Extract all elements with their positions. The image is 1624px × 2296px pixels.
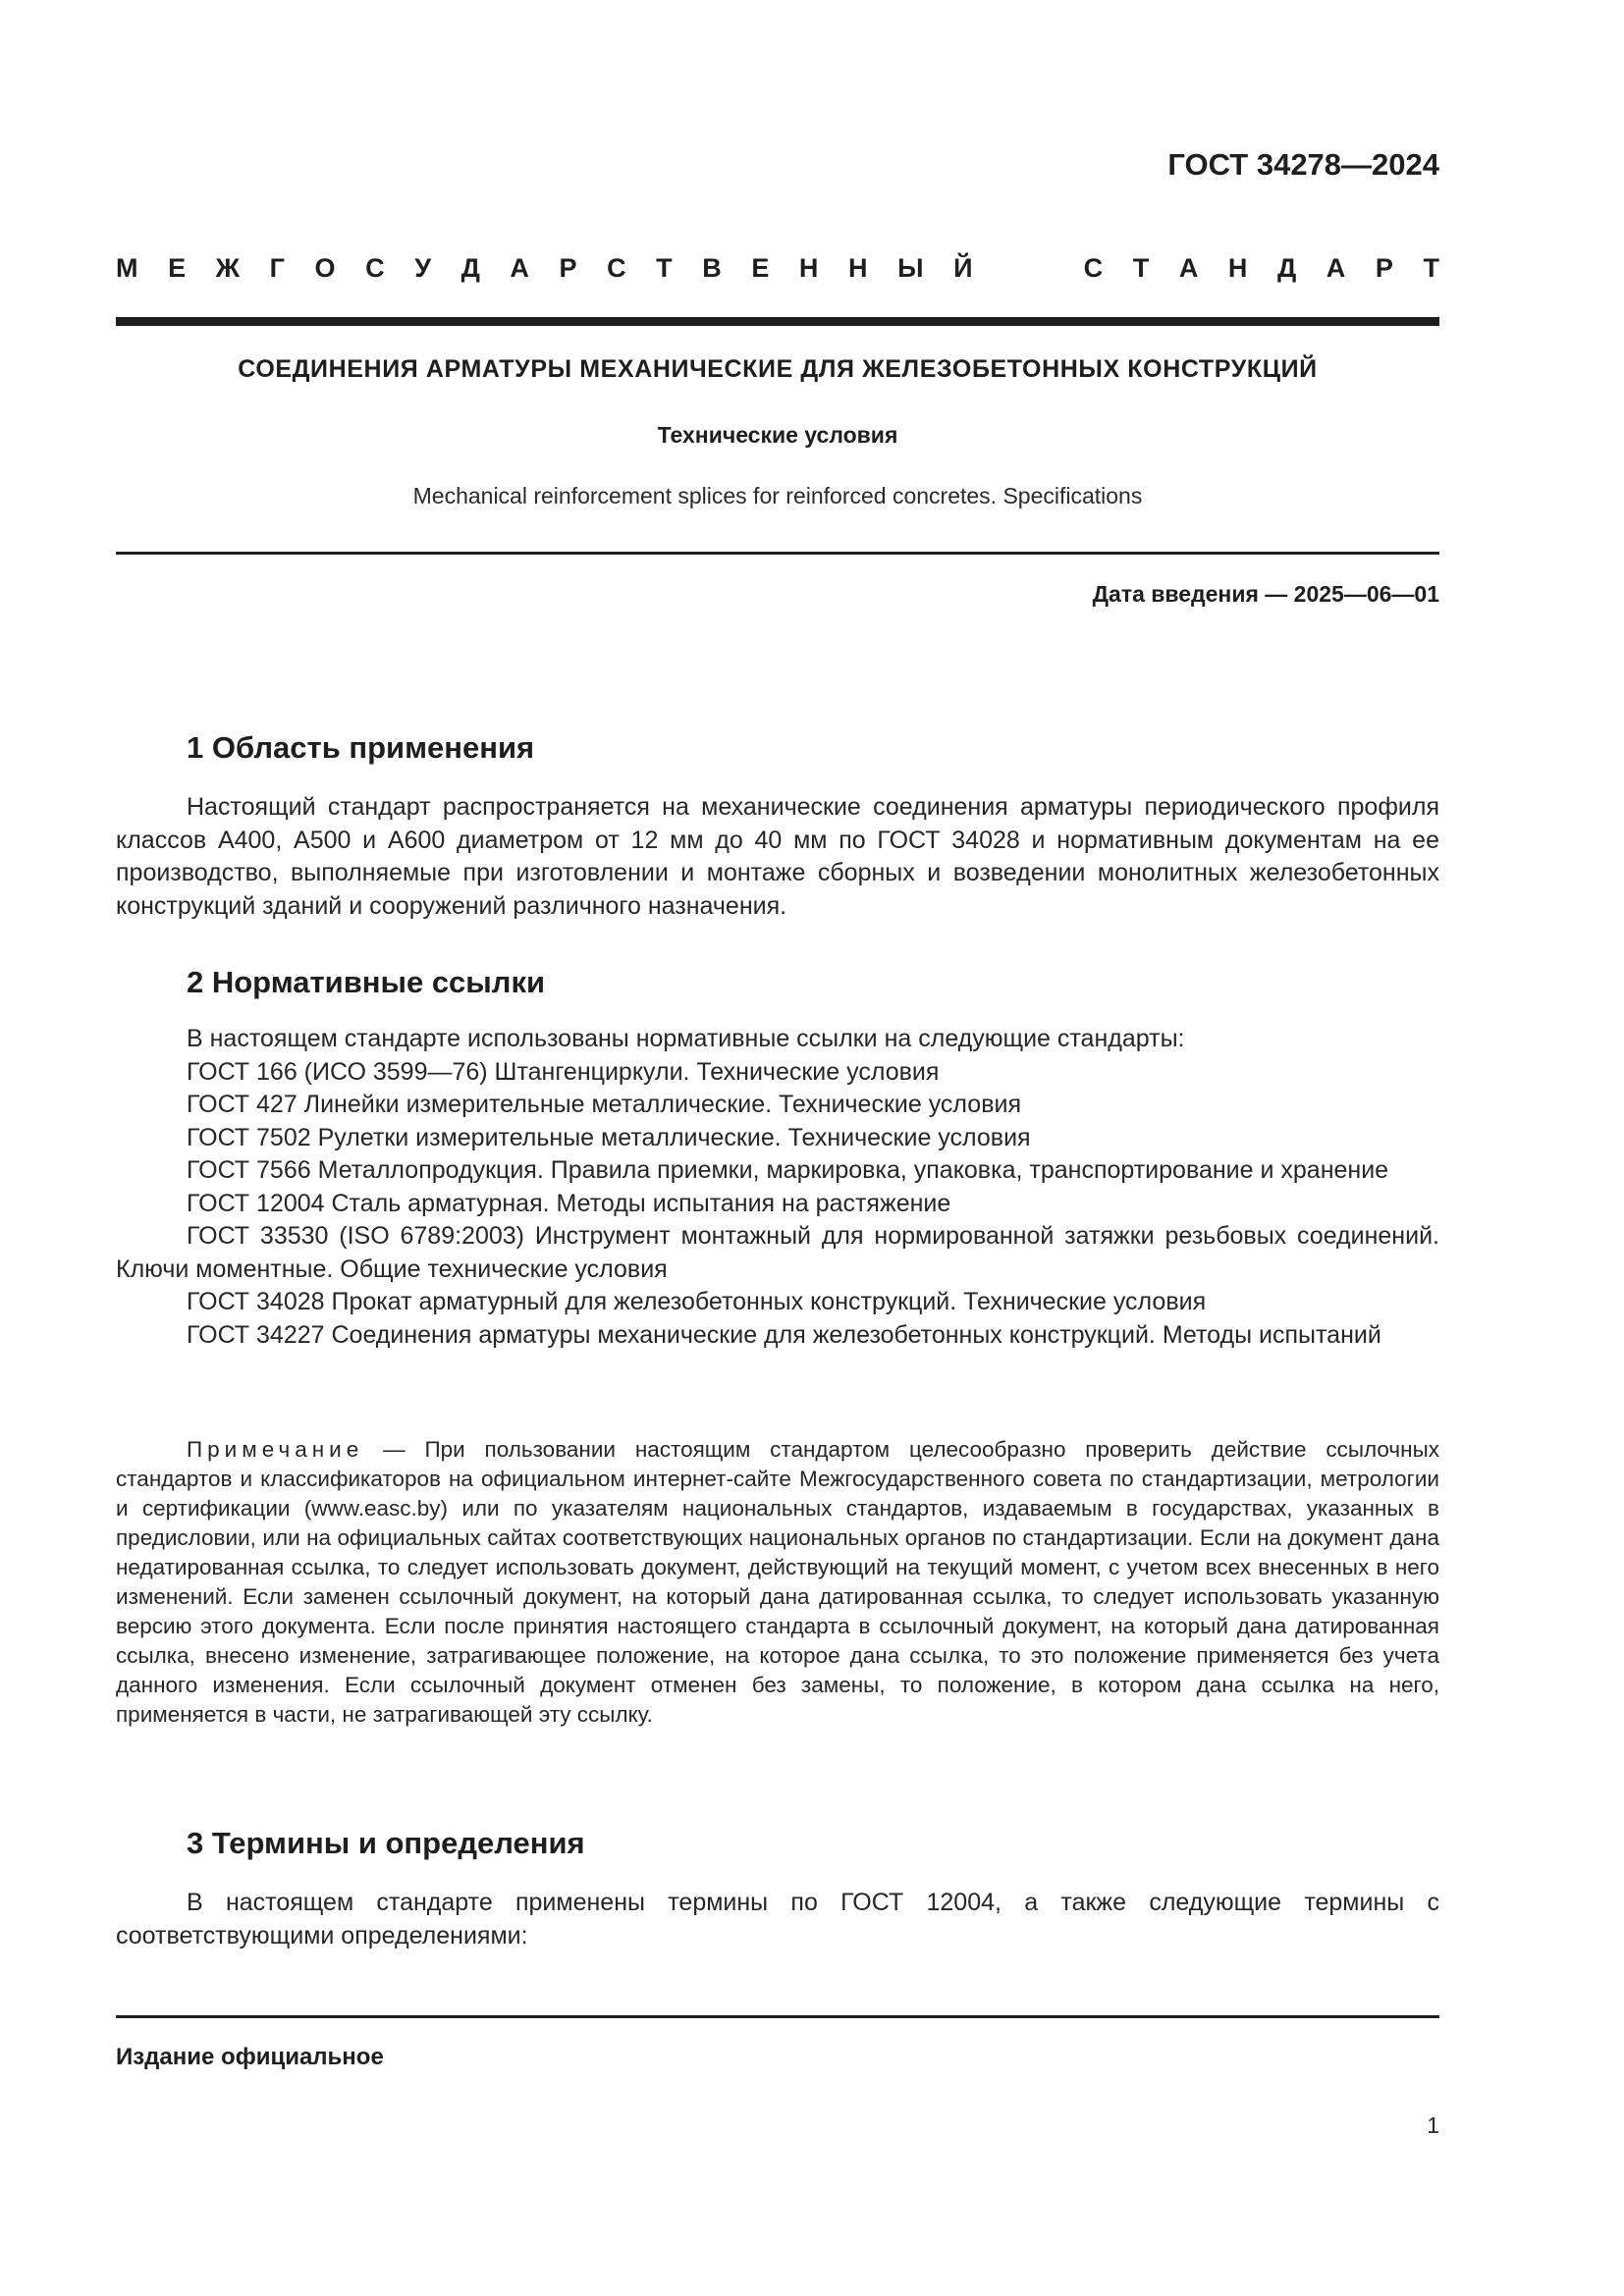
interstate-word-gap (1002, 253, 1054, 284)
terms-paragraph: В настоящем стандарте применены термины по ГОСТ 12004, а также следующие термины с соответствующими определениями: (116, 1889, 1439, 1949)
interstate-letter: Е (751, 253, 770, 283)
scope-paragraph: Настоящий стандарт распространяется на механические соединения арматуры периодического профиля классов А400, А500 и А600 диаметром от 12 мм до 40 мм по ГОСТ 34028 и нормативным документам на ее производство, выполняемые при изготовлении и монтаже сборных и возведении монолитных железобетонных конструкций зданий и сооружений различного назначения. (116, 793, 1439, 920)
edition-label: Издание официальное (116, 2044, 384, 2070)
interstate-letter: Ы (897, 253, 924, 283)
interstate-letter: В (702, 253, 722, 283)
header-thick-rule (116, 317, 1439, 326)
reference-item: ГОСТ 34028 Прокат арматурный для железобетонных конструкций. Технические условия (187, 1288, 1207, 1315)
interstate-letter: С (1083, 253, 1104, 283)
title-bottom-rule (116, 552, 1439, 555)
references-note (116, 1435, 1439, 1730)
standard-number: ГОСТ 34278—2024 (1167, 147, 1439, 182)
interstate-letter: Н (848, 253, 868, 283)
section-heading-terms: 3 Термины и определения (187, 1826, 585, 1860)
interstate-letter: Р (1375, 253, 1393, 283)
reference-item: ГОСТ 427 Линейки измерительные металлические. Технические условия (187, 1091, 1021, 1118)
interstate-letter: М (116, 253, 138, 283)
reference-item: ГОСТ 12004 Сталь арматурная. Методы испытания на растяжение (187, 1189, 951, 1217)
interstate-letter: У (414, 253, 432, 283)
interstate-standard-label (116, 253, 1439, 284)
section-heading-scope: 1 Область применения (187, 730, 535, 765)
interstate-letter: А (1326, 253, 1346, 283)
reference-item: ГОСТ 34227 Соединения арматуры механические для железобетонных конструкций. Методы испытаний (187, 1320, 1381, 1349)
note-text: — При пользовании настоящим стандартом целесообразно проверить действие ссылочных стандартов и классификаторов на официальном интернет-сайте Межгосударственного совета по стандартизации, метрологии и сертификации (www.easc.by) или по указателям национальных стандартов, издаваемым в государствах, указанных в предисловии, или на официальных сайтах соответствующих национальных органов по стандартизации. Если на документ дана недатированная ссылка, то следует использовать документ, действующий на текущий момент, с учетом всех внесенных в него изменений. Если заменен ссылочный документ, на который дана датированная ссылка, то следует использовать указанную версию этого документа. Если после принятия настоящего стандарта в ссылочный документ, на который дана датированная ссылка, внесено изменение, затрагивающее положение, на которое дана ссылка, то это положение применяется без учета данного изменения. Если ссылочный документ отменен без замены, то положение, в котором дана ссылка на него, применяется в части, не затрагивающей эту ссылку. (116, 1437, 1439, 1727)
interstate-letter: Т (1132, 253, 1150, 283)
interstate-letter: Ж (215, 253, 241, 283)
document-page (116, 0, 1439, 2296)
interstate-letter: О (314, 253, 336, 283)
interstate-letter: Д (460, 253, 480, 283)
document-subtitle: Технические условия (657, 422, 898, 448)
interstate-letter: Т (1423, 253, 1439, 283)
interstate-letter: Н (1227, 253, 1248, 283)
interstate-letter: Й (953, 253, 973, 283)
page-number: 1 (1427, 2112, 1439, 2138)
document-title: СОЕДИНЕНИЯ АРМАТУРЫ МЕХАНИЧЕСКИЕ ДЛЯ ЖЕЛЕЗОБЕТОННЫХ КОНСТРУКЦИЙ (238, 355, 1318, 383)
interstate-letter: Е (168, 253, 187, 283)
reference-item: ГОСТ 7502 Рулетки измерительные металлические. Технические условия (187, 1123, 1031, 1151)
footer-rule (116, 2015, 1439, 2018)
section-references-body (116, 1023, 1439, 1352)
reference-item: ГОСТ 166 (ИСО 3599—76) Штангенциркули. Технические условия (187, 1057, 940, 1086)
interstate-letter: Н (798, 253, 819, 283)
reference-item: ГОСТ 33530 (ISO 6789:2003) Инструмент монтажный для нормированной затяжки резьбовых соединений. Ключи моментные. Общие технические условия (116, 1222, 1439, 1283)
reference-list (116, 1056, 1439, 1353)
section-heading-references: 2 Нормативные ссылки (187, 965, 546, 999)
interstate-letter: Р (559, 253, 577, 283)
interstate-letter: Т (656, 253, 673, 283)
interstate-letter: С (607, 253, 626, 283)
interstate-letter: Д (1276, 253, 1297, 283)
interstate-letter: Г (269, 253, 285, 283)
references-intro: В настоящем стандарте использованы нормативные ссылки на следующие стандарты: (187, 1025, 1185, 1052)
introduction-date: Дата введения — 2025—06—01 (1092, 581, 1439, 607)
document-english-title: Mechanical reinforcement splices for reinforced concretes. Specifications (412, 483, 1143, 508)
section-terms-body (116, 1887, 1439, 1952)
note-label: Примечание (187, 1437, 364, 1462)
section-scope-body (116, 791, 1439, 923)
interstate-letter: А (1178, 253, 1199, 283)
interstate-letter: А (510, 253, 529, 283)
interstate-letter: С (365, 253, 385, 283)
reference-item: ГОСТ 7566 Металлопродукция. Правила приемки, маркировка, упаковка, транспортирование и хранение (187, 1156, 1389, 1184)
